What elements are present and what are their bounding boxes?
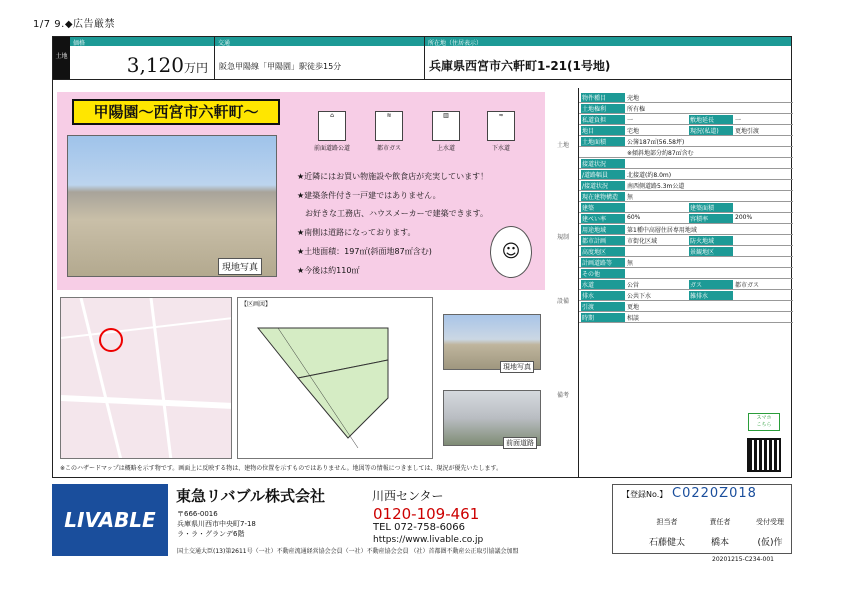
detail-k2 <box>689 192 733 201</box>
detail-v: 無 <box>627 194 634 201</box>
staff-name: (仮)作 <box>757 538 783 548</box>
detail-row <box>579 169 793 180</box>
amenity-label: 前面道路公道 <box>313 145 350 152</box>
detail-k: 物件種目 <box>581 93 625 102</box>
detail-v2: 更地引渡 <box>735 128 760 135</box>
detail-row <box>579 235 793 246</box>
detail-row <box>579 268 793 279</box>
detail-row <box>579 224 793 235</box>
staff-name: 石藤健太 <box>648 538 685 548</box>
detail-row <box>579 257 793 268</box>
water-icon: ▥ <box>432 111 460 141</box>
detail-row <box>579 125 793 136</box>
detail-k2: 容積率 <box>689 214 733 223</box>
detail-v: 市街化区域 <box>627 238 658 245</box>
detail-v: 第1種中高層住居専用地域 <box>627 227 697 234</box>
detail-row <box>579 147 793 158</box>
detail-row <box>579 312 793 323</box>
detail-row <box>579 92 793 103</box>
detail-v: 売地 <box>627 95 640 102</box>
promo-bullet: ★土地面積：197㎡(斜面地87㎡含む) <box>297 247 432 256</box>
doc-header: 1/7 9.◆広告厳禁 <box>33 19 116 30</box>
detail-k: 引渡 <box>581 302 625 311</box>
detail-v2: 一 <box>735 117 742 124</box>
promo-bullet: ★今後は約110㎡ <box>297 266 360 275</box>
detail-v: 南西側道路5.3m公道 <box>627 183 685 190</box>
address-label: 所在地（住居表示） <box>425 37 791 46</box>
detail-k2: 雑排水 <box>689 291 733 300</box>
section-label: 備考 <box>556 392 569 399</box>
detail-v: 北接道(約8.0m) <box>627 172 672 179</box>
site-photo-caption: 現地写真 <box>218 258 262 275</box>
promo-bullet: ★近隣にはお買い物施設や飲食店が充実しています！ <box>297 172 489 181</box>
detail-k <box>581 148 625 157</box>
detail-k2 <box>689 302 733 311</box>
price-number: 3,120 <box>126 53 184 77</box>
detail-v: 相談 <box>627 315 640 322</box>
detail-k2: 建築面積 <box>689 203 733 212</box>
detail-k: 計画道路等 <box>581 258 625 267</box>
mascot-icon: ☺ <box>490 226 532 278</box>
detail-k: 都市計画 <box>581 236 625 245</box>
detail-row <box>579 213 793 224</box>
detail-k2 <box>689 159 733 168</box>
detail-k2 <box>689 269 733 278</box>
detail-k2 <box>689 258 733 267</box>
house-icon: ⌂ <box>318 111 346 141</box>
branch-name: 川西センター <box>372 489 444 503</box>
gas-icon: ≋ <box>375 111 403 141</box>
plan-graphic <box>238 298 434 460</box>
detail-v: 宅地 <box>627 128 640 135</box>
detail-k2: 敷地延長 <box>689 115 733 124</box>
section-label: 規制 <box>556 234 569 241</box>
detail-k2 <box>689 313 733 322</box>
address-line: 兵庫県川西市中央町7-18 <box>177 520 256 528</box>
price-label: 価格 <box>70 37 214 46</box>
detail-row <box>579 158 793 169</box>
detail-k: 水道 <box>581 280 625 289</box>
price-value <box>127 53 208 77</box>
plan-label: 【区画図】 <box>241 301 272 308</box>
company-name: 東急リバブル株式会社 <box>176 487 325 505</box>
photo-caption: 前面道路 <box>503 437 537 449</box>
reg-label: 【登録No.】 <box>622 490 668 499</box>
address-line: ラ・ラ・グランデ6階 <box>177 530 245 538</box>
detail-k2 <box>689 181 733 190</box>
detail-k: 建築 <box>581 203 625 212</box>
detail-v: ※傾斜地部分約87㎡含む <box>627 150 694 157</box>
detail-v: 公営 <box>627 282 640 289</box>
section-label: 設備 <box>556 298 569 305</box>
detail-k: 接道状況 <box>581 159 625 168</box>
map-graphic <box>61 298 232 459</box>
detail-v: 60% <box>627 214 641 221</box>
detail-k2: 防火地域 <box>689 236 733 245</box>
traffic-label: 交通 <box>215 37 424 46</box>
detail-k2 <box>689 93 733 102</box>
detail-row <box>579 191 793 202</box>
staff-name: 橋本 <box>710 538 729 548</box>
detail-k: 用途地域 <box>581 225 625 234</box>
detail-v: 公共下水 <box>627 293 652 300</box>
detail-row <box>579 103 793 114</box>
price-unit: 万円 <box>183 61 208 75</box>
detail-k2: ガス <box>689 280 733 289</box>
property-type-tag: 土地 <box>53 37 70 79</box>
area-map <box>60 297 232 459</box>
detail-row <box>579 114 793 125</box>
sewer-icon: ≈ <box>487 111 515 141</box>
detail-k2 <box>689 225 733 234</box>
detail-k: 私道負担 <box>581 115 625 124</box>
detail-k: 土地権利 <box>581 104 625 113</box>
section-label: 土地 <box>556 142 569 149</box>
photo-caption: 現地写真 <box>500 361 534 373</box>
address-cell <box>425 37 791 79</box>
map-note: ※このハザードマップは概略を示す物です。画面上に反映する物は、建物の位置を示すものではありません。地図等の情報につきましては、現況が優先いたします。 <box>60 465 503 472</box>
detail-row <box>579 301 793 312</box>
tel[interactable]: TEL 072-758-6066 <box>373 522 466 533</box>
license-text: 国土交通大臣(13)第2611号（一社）不動産流通経営協会会員（一社）不動産協会会員 （社）首都圏不動産公正取引協議会加盟 <box>177 548 519 555</box>
detail-row <box>579 246 793 257</box>
detail-v: 無 <box>627 260 634 267</box>
detail-k2: 景観地区 <box>689 247 733 256</box>
company-address <box>177 509 256 539</box>
detail-k: 現在建物構造 <box>581 192 625 201</box>
detail-k: /道路幅員 <box>581 170 625 179</box>
detail-row <box>579 202 793 213</box>
detail-v: 所有権 <box>627 106 646 113</box>
detail-k: 土地面積 <box>581 137 625 146</box>
free-tel[interactable]: 0120-109-461 <box>373 505 480 523</box>
detail-v: 一 <box>627 117 634 124</box>
staff-label: 担当者 <box>656 518 678 526</box>
doc-code: 20201215-C234-001 <box>712 556 774 563</box>
amenity-label: 下水道 <box>491 145 510 152</box>
promo-bullet: お好きな工務店、ハウスメーカーで建築できます。 <box>297 209 488 218</box>
detail-row <box>579 180 793 191</box>
promo-title: 甲陽園～西宮市六軒町～ <box>72 99 280 125</box>
detail-v2: 都市ガス <box>735 282 760 289</box>
detail-k: 高度地区 <box>581 247 625 256</box>
promo-bullet: ★建築条件付き一戸建ではありません。 <box>297 191 441 200</box>
reg-number: C0220Z018 <box>672 486 757 501</box>
brand-logo: LIVABLE <box>52 484 168 556</box>
detail-k2 <box>689 104 733 113</box>
promo-bullet: ★南側は道路になっております。 <box>297 228 416 237</box>
lot-plan <box>237 297 433 459</box>
site-photo <box>67 135 277 277</box>
detail-k: 時期 <box>581 313 625 322</box>
detail-row <box>579 290 793 301</box>
website-link[interactable]: https://www.livable.co.jp <box>373 535 484 545</box>
detail-v: 公簿187㎡(56.58坪) <box>627 139 685 146</box>
detail-k2 <box>689 170 733 179</box>
detail-k: 建ぺい率 <box>581 214 625 223</box>
badge-icon: スマホ こちら <box>748 413 780 431</box>
detail-row <box>579 136 793 147</box>
detail-k: /接道状況 <box>581 181 625 190</box>
traffic-cell <box>215 37 425 79</box>
detail-v2: 200% <box>735 214 753 221</box>
detail-k2: 現況(私道) <box>689 126 733 135</box>
address-value: 兵庫県西宮市六軒町1-21(1号地) <box>429 59 611 73</box>
address-line: 〒666-0016 <box>177 510 218 518</box>
amenity-label: 都市ガス <box>376 145 401 152</box>
qr-code[interactable] <box>747 438 781 472</box>
staff-label: 受付受理 <box>756 518 784 526</box>
detail-v: 更地 <box>627 304 640 311</box>
detail-row <box>579 279 793 290</box>
detail-k: 地目 <box>581 126 625 135</box>
staff-label: 責任者 <box>709 518 731 526</box>
traffic-value: 阪急甲陽線「甲陽園」駅徒歩15分 <box>219 62 342 71</box>
detail-k: 排水 <box>581 291 625 300</box>
price-cell <box>70 37 215 79</box>
detail-k2 <box>689 137 733 146</box>
detail-k2 <box>689 148 733 157</box>
detail-k: その他 <box>581 269 625 278</box>
amenity-label: 上水道 <box>436 145 455 152</box>
